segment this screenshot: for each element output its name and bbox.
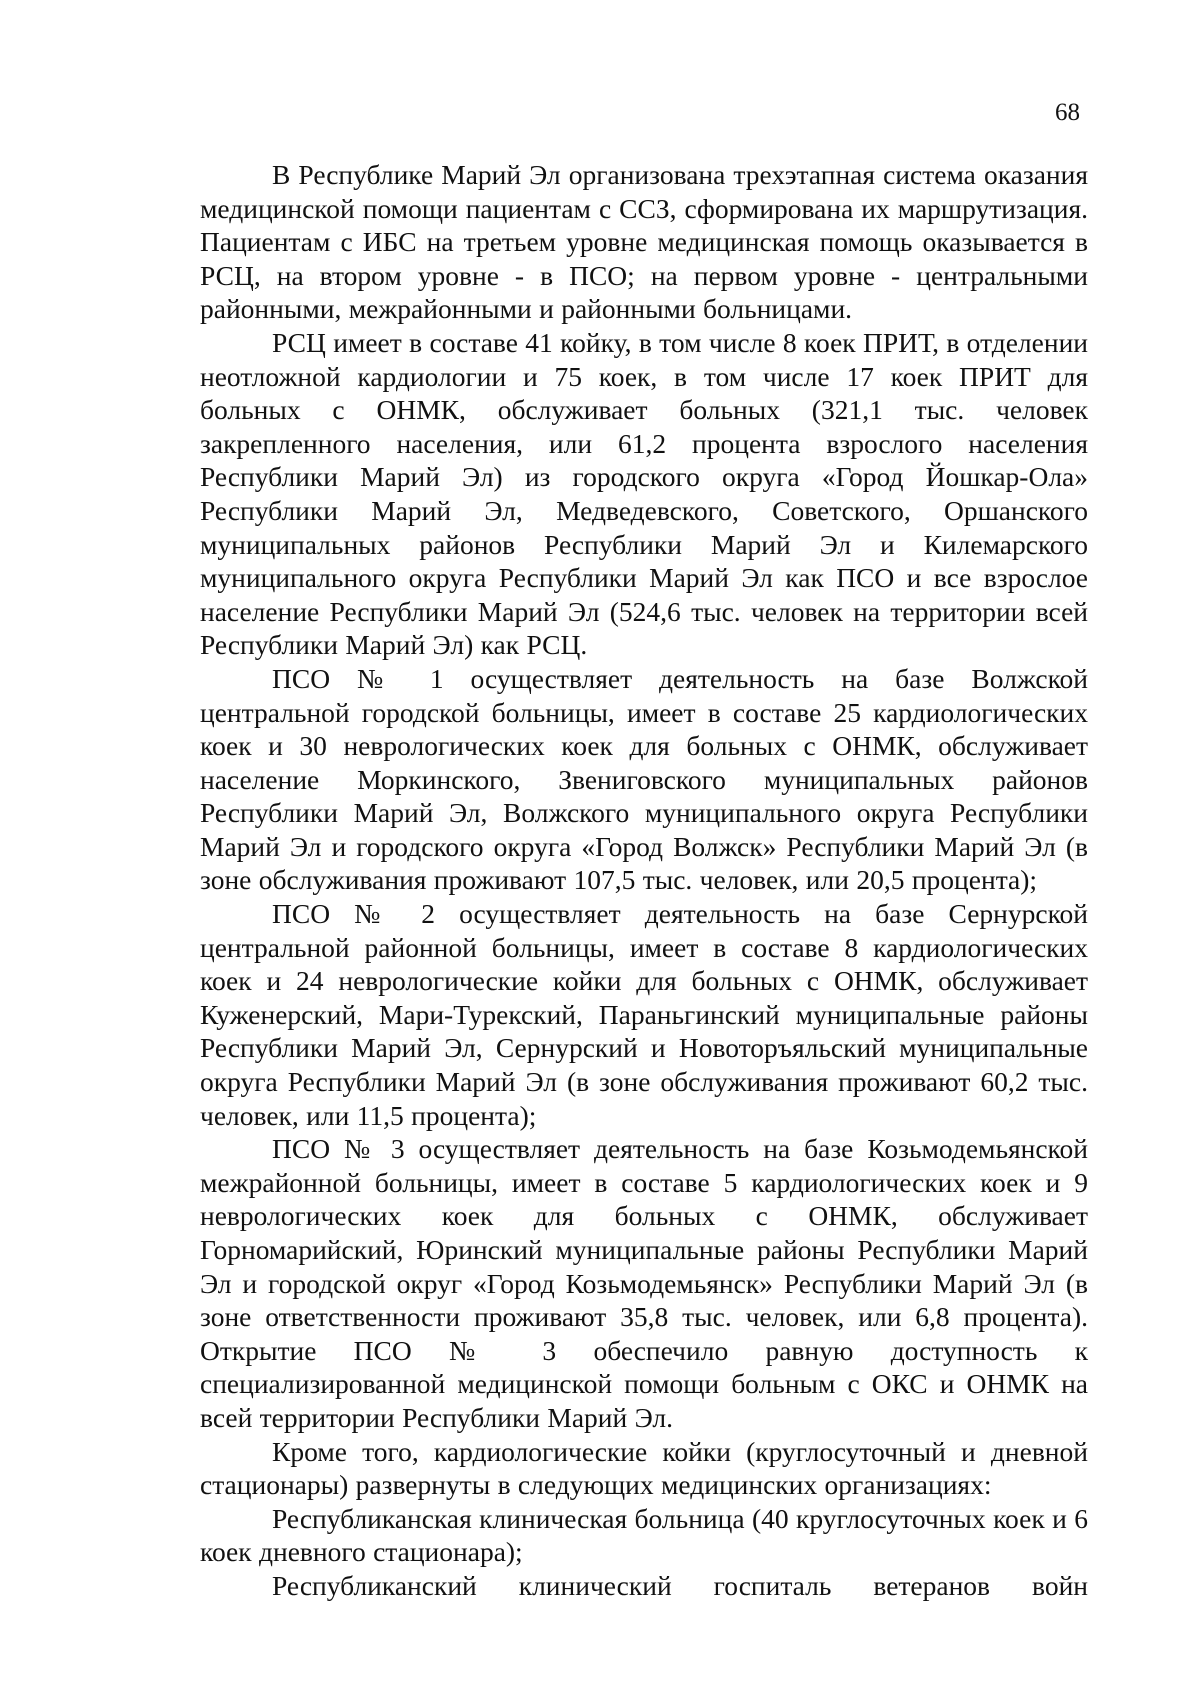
paragraph-rsc: РСЦ имеет в составе 41 койку, в том числе 8 коек ПРИТ, в отделении неотложной кардиологии и 75 коек, в том числе 17 коек ПРИТ для больных с ОНМК, обслуживает больных (321,1 тыс. человек закрепленного населения, или 61,2 процента взрослого населения Республики Марий Эл) из городского округа «Город Йошкар-Ола» Республики Марий Эл, Медведевского, Советского, Оршанского муниципальных районов Республики Марий Эл и Килемарского муниципального округа Республики Марий Эл как ПСО и все взрослое население Республики Марий Эл (524,6 тыс. человек на территории всей Республики Марий Эл) как РСЦ. — [200, 326, 1089, 661]
paragraph-cardiology-beds: Кроме того, кардиологические койки (круглосуточный и дневной стационары) развернуты в следующих медицинских организациях: — [200, 1435, 1088, 1501]
paragraph-three-stage-system: В Республике Марий Эл организована трехэтапная система оказания медицинской помощи пациентам с ССЗ, сформирована их маршрутизация. Пациентам с ИБС на третьем уровне медицинская помощь оказывается в РСЦ, на втором уровне - в ПСО; на первом уровне - центральными районными, межрайонными и районными больницами. — [200, 159, 1088, 325]
document-body — [200, 158, 1088, 1603]
paragraph-pso-3: ПСО № 3 осуществляет деятельность на базе Козьмодемьянской межрайонной больницы, имеет в составе 5 кардиологических коек и 9 неврологических коек для больных с ОНМК, обслуживает Горномарийский, Юринский муниципальные районы Республики Марий Эл и городской округ «Город Козьмодемьянск» Республики Марий Эл (в зоне ответственности проживают 35,8 тыс. человек, или 6,8 процента). Открытие ПСО № 3 обеспечило равную доступность к специализированной медицинской помощи больным с ОКС и ОНМК на всей территории Республики Марий Эл. — [200, 1133, 1088, 1433]
page-number: 68 — [1055, 99, 1080, 126]
paragraph-veterans-hospital: Республиканский клинический госпиталь ветеранов войн — [272, 1569, 1088, 1601]
paragraph-pso-2: ПСО № 2 осуществляет деятельность на базе Сернурской центральной районной больницы, имеет в составе 8 кардиологических коек и 24 неврологические койки для больных с ОНМК, обслуживает Куженерский, Мари-Турекский, Параньгинский муниципальные районы Республики Марий Эл, Сернурский и Новоторъяльский муниципальные округа Республики Марий Эл (в зоне обслуживания проживают 60,2 тыс. человек, или 11,5 процента); — [200, 898, 1088, 1131]
paragraph-pso-1: ПСО № 1 осуществляет деятельность на базе Волжской центральной городской больницы, имеет в составе 25 кардиологических коек и 30 неврологических коек для больных с ОНМК, обслуживает население Моркинского, Звениговского муниципальных районов Республики Марий Эл, Волжского муниципального округа Республики Марий Эл и городского округа «Город Волжск» Республики Марий Эл (в зоне обслуживания проживают 107,5 тыс. человек, или 20,5 процента); — [200, 662, 1088, 896]
paragraph-republican-hospital: Республиканская клиническая больница (40 круглосуточных коек и 6 коек дневного стационара); — [200, 1502, 1088, 1568]
